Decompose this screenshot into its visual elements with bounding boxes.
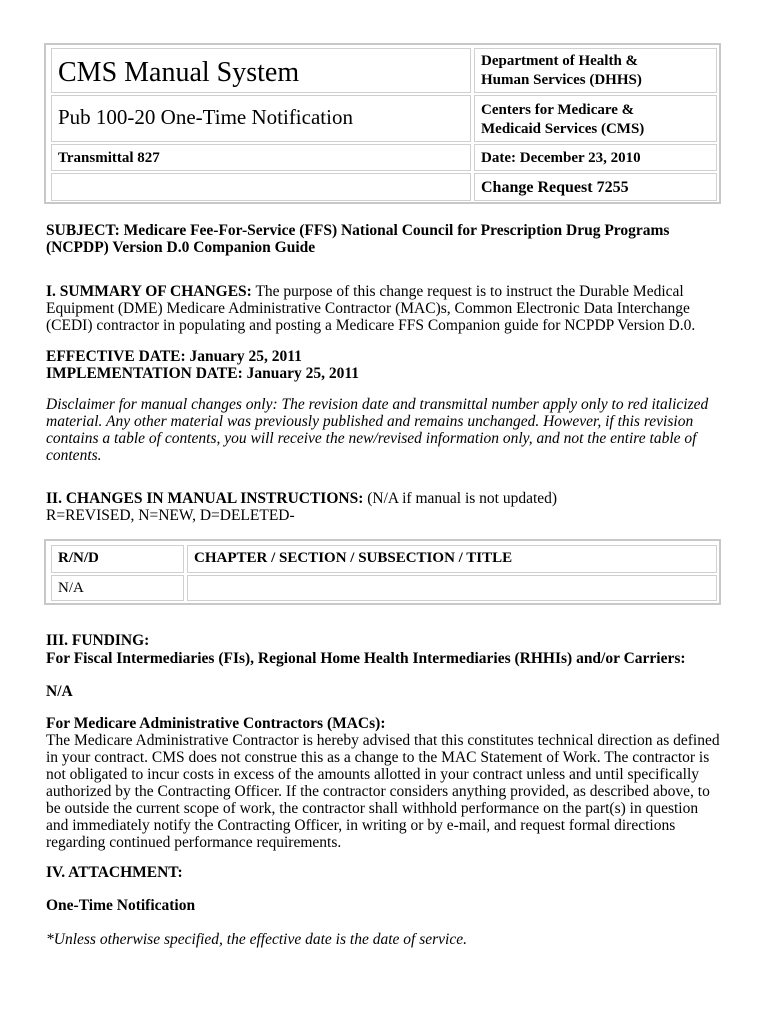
mac-line6: and immediately notify the Contracting Officer, in writing or by e-mail, and request formal directions — [46, 817, 676, 834]
summary-line1 — [46, 283, 726, 300]
mac-line5: be outside the current scope of work, the contractor shall withhold performance on the part(s) in question — [46, 800, 699, 817]
change-request-cell — [474, 173, 717, 201]
system-title: CMS Manual System — [58, 57, 300, 88]
dept-line1: Department of Health & — [481, 53, 639, 69]
changes-heading: II. CHANGES IN MANUAL INSTRUCTIONS: — [46, 490, 364, 507]
mac-line3: not obligated to incur costs in excess of the amounts allotted in your contract unless and until specifically — [46, 766, 699, 783]
centers-cell — [474, 95, 717, 142]
changes-note: (N/A if manual is not updated) — [363, 490, 558, 507]
system-title-cell — [51, 48, 471, 93]
funding-heading: III. FUNDING: — [46, 632, 150, 649]
summary-line3: (CEDI) contractor in populating and posting a Medicare FFS Companion guide for NCPDP Version D.0. — [46, 317, 696, 334]
changes-table — [44, 539, 721, 605]
col-header-chapter: CHAPTER / SECTION / SUBSECTION / TITLE — [187, 545, 717, 573]
disclaimer-line2: material. Any other material was previously published and remains unchanged. However, if this revision — [46, 413, 694, 430]
attachment-item: One-Time Notification — [46, 897, 196, 914]
date: Date: December 23, 2010 — [481, 150, 641, 166]
centers-line1: Centers for Medicare & — [481, 102, 635, 118]
changes-legend: R=REVISED, N=NEW, D=DELETED- — [46, 507, 295, 524]
fi-heading: For Fiscal Intermediaries (FIs), Regional Home Health Intermediaries (RHHIs) and/or Carriers: — [46, 650, 686, 667]
mac-line7: regarding continued performance requirements. — [46, 834, 342, 851]
mac-line1: The Medicare Administrative Contractor is hereby advised that this constitutes technical direction as defined — [46, 732, 720, 749]
centers-line2: Medicaid Services (CMS) — [481, 121, 645, 137]
fi-value: N/A — [46, 683, 73, 700]
attachment-heading: IV. ATTACHMENT: — [46, 864, 183, 881]
pub-title: Pub 100-20 One-Time Notification — [58, 105, 353, 129]
summary-line2: Equipment (DME) Medicare Administrative Contractor (MAC)s, Common Electronic Data Interchange — [46, 300, 690, 317]
transmittal-cell — [51, 144, 471, 171]
implementation-date: IMPLEMENTATION DATE: January 25, 2011 — [46, 365, 360, 382]
mac-line2: in your contract. CMS does not construe this as a change to the MAC Statement of Work. The contractor is — [46, 749, 710, 766]
dept-cell — [474, 48, 717, 93]
date-cell — [474, 144, 717, 171]
empty-cell — [51, 173, 471, 201]
disclaimer-line3: contains a table of contents, you will receive the new/revised information only, and not the entire table of — [46, 430, 697, 447]
transmittal: Transmittal 827 — [58, 150, 160, 166]
header-table — [44, 43, 721, 204]
changes-heading-line — [46, 490, 726, 507]
row1-rnd: N/A — [51, 575, 184, 601]
dept-line2: Human Services (DHHS) — [481, 72, 642, 88]
disclaimer-line1: Disclaimer for manual changes only: The revision date and transmittal number apply only to red italicized — [46, 396, 709, 413]
disclaimer-line4: contents. — [46, 447, 102, 464]
pub-title-cell — [51, 95, 471, 142]
subject-line2: (NCPDP) Version D.0 Companion Guide — [46, 239, 316, 256]
mac-heading: For Medicare Administrative Contractors (MACs): — [46, 715, 386, 732]
summary-heading: I. SUMMARY OF CHANGES: — [46, 283, 252, 300]
summary-text: The purpose of this change request is to instruct the Durable Medical — [251, 283, 684, 300]
effective-date: EFFECTIVE DATE: January 25, 2011 — [46, 348, 302, 365]
subject-line1: SUBJECT: Medicare Fee-For-Service (FFS) National Council for Prescription Drug Programs — [46, 222, 670, 239]
col-header-rnd: R/N/D — [51, 545, 184, 573]
mac-line4: authorized by the Contracting Officer. If the contractor considers anything provided, as described above, to — [46, 783, 710, 800]
row1-chapter — [187, 575, 717, 601]
change-request: Change Request 7255 — [481, 179, 629, 196]
attachment-note: *Unless otherwise specified, the effective date is the date of service. — [46, 931, 467, 948]
